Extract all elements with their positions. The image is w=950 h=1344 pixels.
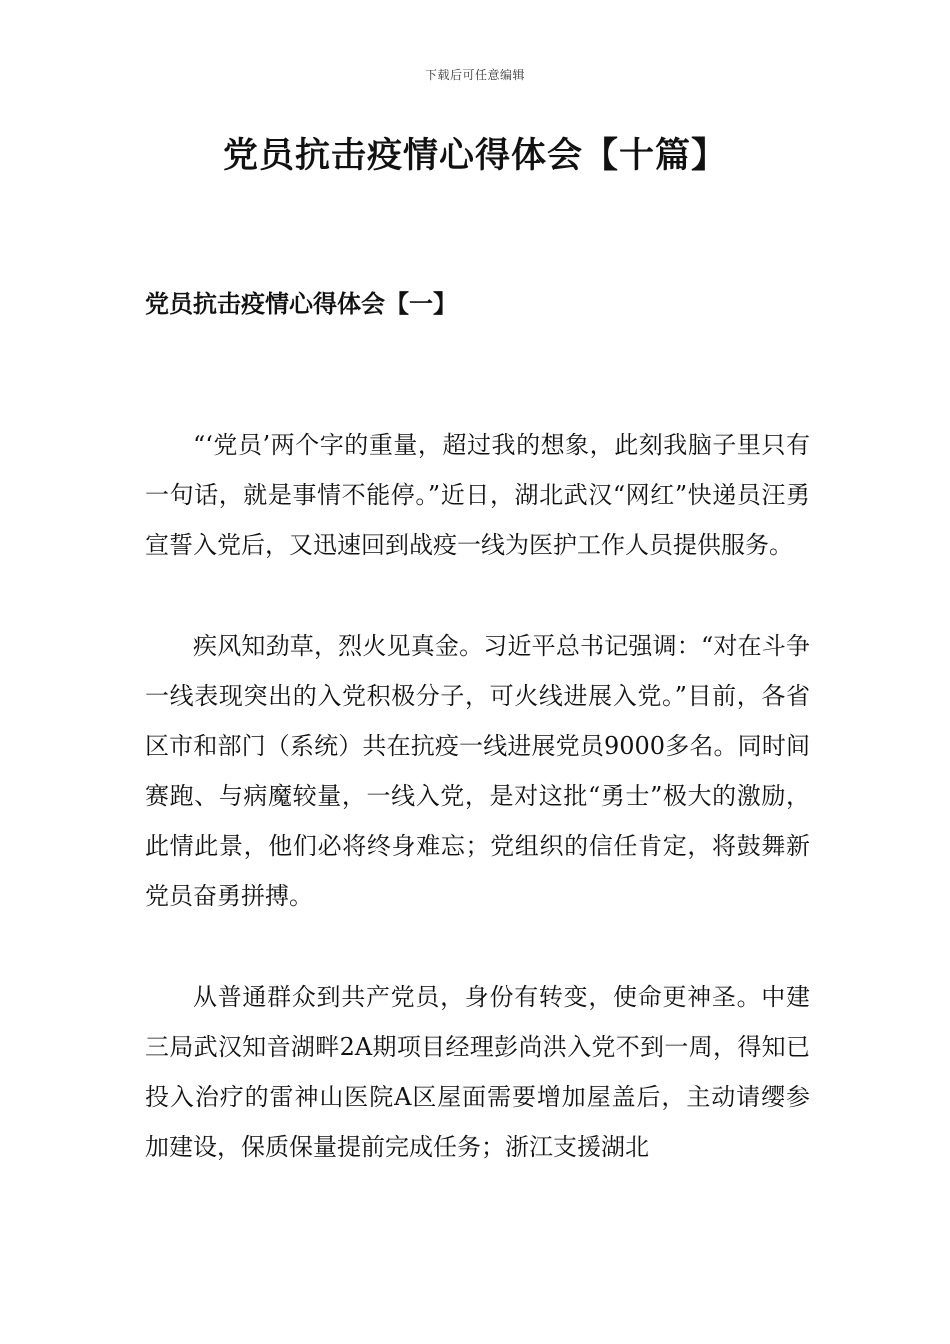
document-body: [145, 420, 810, 1223]
document-title: 党员抗击疫情心得体会【十篇】: [222, 136, 727, 176]
header-note: 下载后可任意编辑: [424, 68, 525, 82]
paragraph-3: 从普通群众到共产党员，身份有转变，使命更神圣。中建三局武汉知音湖畔2A期项目经理彭尚洪入党不到一周，得知已投入治疗的雷神山医院A区屋面需要增加屋盖后，主动请缨参加建设，保质保量提前完成任务；浙江支援湖北: [145, 983, 810, 1161]
paragraph-1: “‘党员’两个字的重量，超过我的想象，此刻我脑子里只有一句话，就是事情不能停。”近日，湖北武汉“网红”快递员汪勇宣誓入党后，又迅速回到战疫一线为医护工作人员提供服务。: [145, 431, 810, 559]
section-heading: 党员抗击疫情心得体会【一】: [145, 289, 457, 318]
paragraph-2: 疾风知劲草，烈火见真金。习近平总书记强调：“对在斗争一线表现突出的入党积极分子，可火线进展入党。”目前，各省区市和部门（系统）共在抗疫一线进展党员9000多名。同时间赛跑、与病魔较量，一线入党，是对这批“勇士”极大的激励，此情此景，他们必将终身难忘；党组织的信任肯定，将鼓舞新党员奋勇拼搏。: [145, 632, 810, 910]
